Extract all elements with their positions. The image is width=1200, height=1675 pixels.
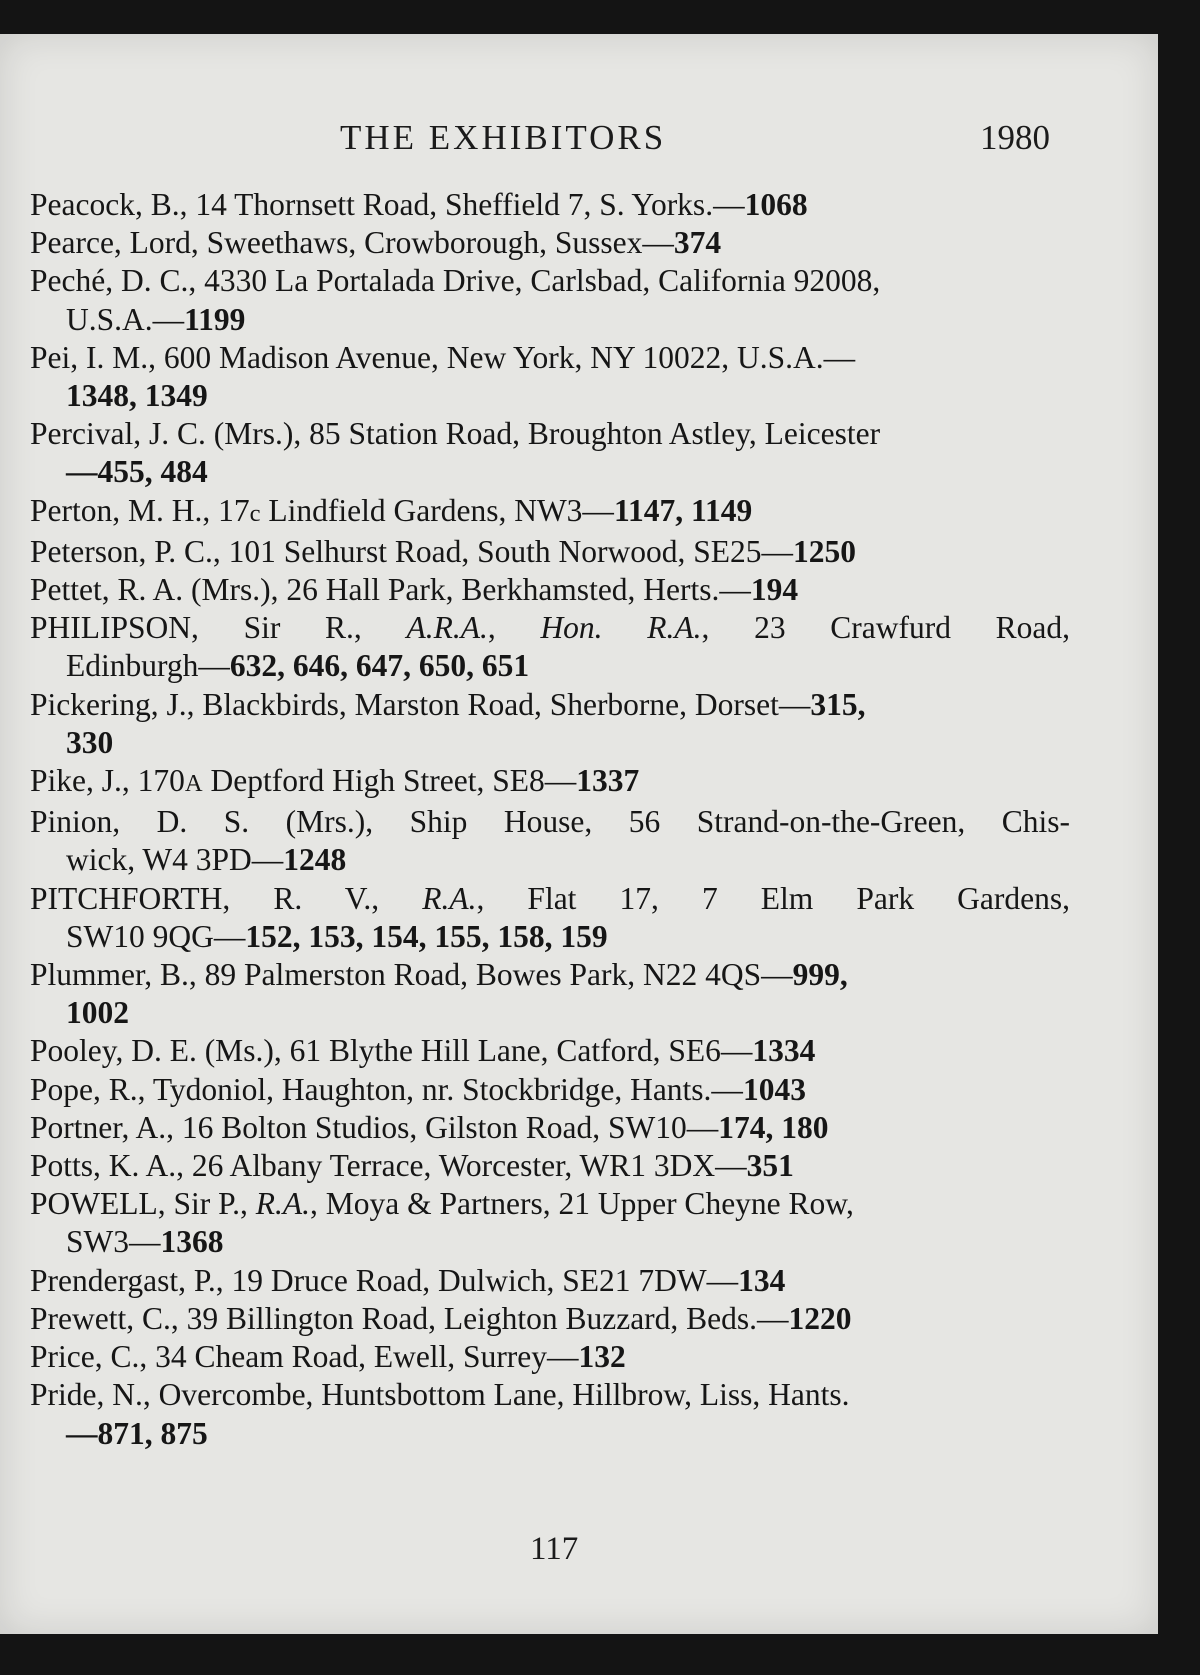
catalogue-numbers: —871, 875 — [66, 1415, 208, 1451]
catalogue-numbers: 1334 — [752, 1033, 816, 1069]
exhibitor-entry: Pike, J., 170A Deptford High Street, SE8—1337 — [30, 763, 640, 799]
catalogue-numbers: 132 — [578, 1339, 626, 1375]
exhibitor-entry: PHILIPSON, Sir R., A.R.A., Hon. R.A., 23 Crawfurd Road, Edinburgh—632, 646, 647, 650, 651 — [30, 610, 1071, 684]
exhibitor-entry: POWELL, Sir P., R.A., Moya & Partners, 21 Upper Cheyne Row, SW3—1368 — [30, 1186, 854, 1260]
exhibitor-entry: Price, C., 34 Cheam Road, Ewell, Surrey—132 — [30, 1339, 626, 1375]
exhibitor-entry: Pride, N., Overcombe, Huntsbottom Lane, Hillbrow, Liss, Hants. —871, 875 — [30, 1377, 850, 1451]
catalogue-numbers: 1248 — [283, 842, 347, 878]
catalogue-numbers: 174, 180 — [718, 1109, 829, 1145]
exhibitor-entry: Perton, M. H., 17c Lindfield Gardens, NW3—1147, 1149 — [30, 492, 753, 528]
catalogue-numbers: 1337 — [576, 763, 640, 799]
exhibitor-entry: Pope, R., Tydoniol, Haughton, nr. Stockbridge, Hants.—1043 — [30, 1071, 806, 1107]
exhibitor-entry: Potts, K. A., 26 Albany Terrace, Worcester, WR1 3DX—351 — [30, 1148, 794, 1184]
catalogue-numbers: 1348, 1349 — [66, 378, 208, 414]
book-page — [0, 34, 1158, 1634]
catalogue-numbers: 374 — [673, 225, 722, 261]
exhibitor-entry: Pearce, Lord, Sweethaws, Crowborough, Sussex—374 — [30, 225, 722, 261]
catalogue-numbers: 1043 — [742, 1071, 806, 1107]
page-number: 117 — [530, 1531, 579, 1567]
exhibitor-entry: Peacock, B., 14 Thornsett Road, Sheffield 7, S. Yorks.—1068 — [30, 187, 808, 222]
catalogue-numbers: 1002 — [66, 995, 129, 1031]
catalogue-numbers: 1368 — [160, 1224, 224, 1260]
exhibitor-entry: PITCHFORTH, R. V., R.A., Flat 17, 7 Elm Park Gardens, SW10 9QG—152, 153, 154, 155, 158, 159 — [30, 880, 1071, 954]
catalogue-numbers: 1199 — [184, 301, 246, 337]
catalogue-numbers: 152, 153, 154, 155, 158, 159 — [245, 918, 608, 954]
running-header — [0, 118, 1158, 168]
exhibitor-entry: Pooley, D. E. (Ms.), 61 Blythe Hill Lane, Catford, SE6—1334 — [30, 1033, 816, 1069]
exhibitor-entry: Percival, J. C. (Mrs.), 85 Station Road, Broughton Astley, Leicester —455, 484 — [30, 416, 881, 490]
catalogue-numbers: —455, 484 — [66, 454, 208, 490]
catalogue-numbers: 632, 646, 647, 650, 651 — [229, 648, 530, 684]
header-title: THE EXHIBITORS — [340, 118, 667, 157]
exhibitor-entry: Pettet, R. A. (Mrs.), 26 Hall Park, Berkhamsted, Herts.—194 — [30, 572, 799, 608]
catalogue-numbers: 330 — [66, 724, 114, 760]
catalogue-numbers: 1220 — [788, 1300, 852, 1336]
header-year: 1980 — [980, 118, 1050, 157]
catalogue-numbers: 134 — [738, 1262, 786, 1298]
exhibitor-entry: Portner, A., 16 Bolton Studios, Gilston Road, SW10—174, 180 — [30, 1109, 829, 1145]
exhibitor-entry: Plummer, B., 89 Palmerston Road, Bowes Park, N22 4QS—999, 1002 — [30, 957, 848, 1031]
exhibitor-entry: Pickering, J., Blackbirds, Marston Road, Sherborne, Dorset—315, 330 — [30, 686, 866, 760]
exhibitor-entry: Pinion, D. S. (Mrs.), Ship House, 56 Strand-on-the-Green, Chis- wick, W4 3PD—1248 — [30, 804, 1070, 878]
exhibitor-entry: Prendergast, P., 19 Druce Road, Dulwich, SE21 7DW—134 — [30, 1262, 786, 1298]
catalogue-numbers: 1250 — [793, 533, 857, 569]
catalogue-numbers: 999, — [792, 957, 848, 993]
catalogue-numbers: 351 — [746, 1148, 794, 1184]
exhibitor-entry: Prewett, C., 39 Billington Road, Leighton Buzzard, Beds.—1220 — [30, 1300, 852, 1336]
exhibitor-list — [30, 186, 1070, 1453]
catalogue-numbers: 1068 — [744, 187, 808, 222]
exhibitor-entry: Peché, D. C., 4330 La Portalada Drive, Carlsbad, California 92008, U.S.A.—1199 — [30, 263, 881, 337]
exhibitor-entry: Peterson, P. C., 101 Selhurst Road, South Norwood, SE25—1250 — [30, 533, 857, 569]
catalogue-numbers: 315, — [810, 686, 866, 722]
catalogue-numbers: 194 — [750, 572, 799, 608]
catalogue-numbers: 1147, 1149 — [613, 492, 753, 528]
exhibitor-entry: Pei, I. M., 600 Madison Avenue, New York, NY 10022, U.S.A.— 1348, 1349 — [30, 339, 856, 414]
